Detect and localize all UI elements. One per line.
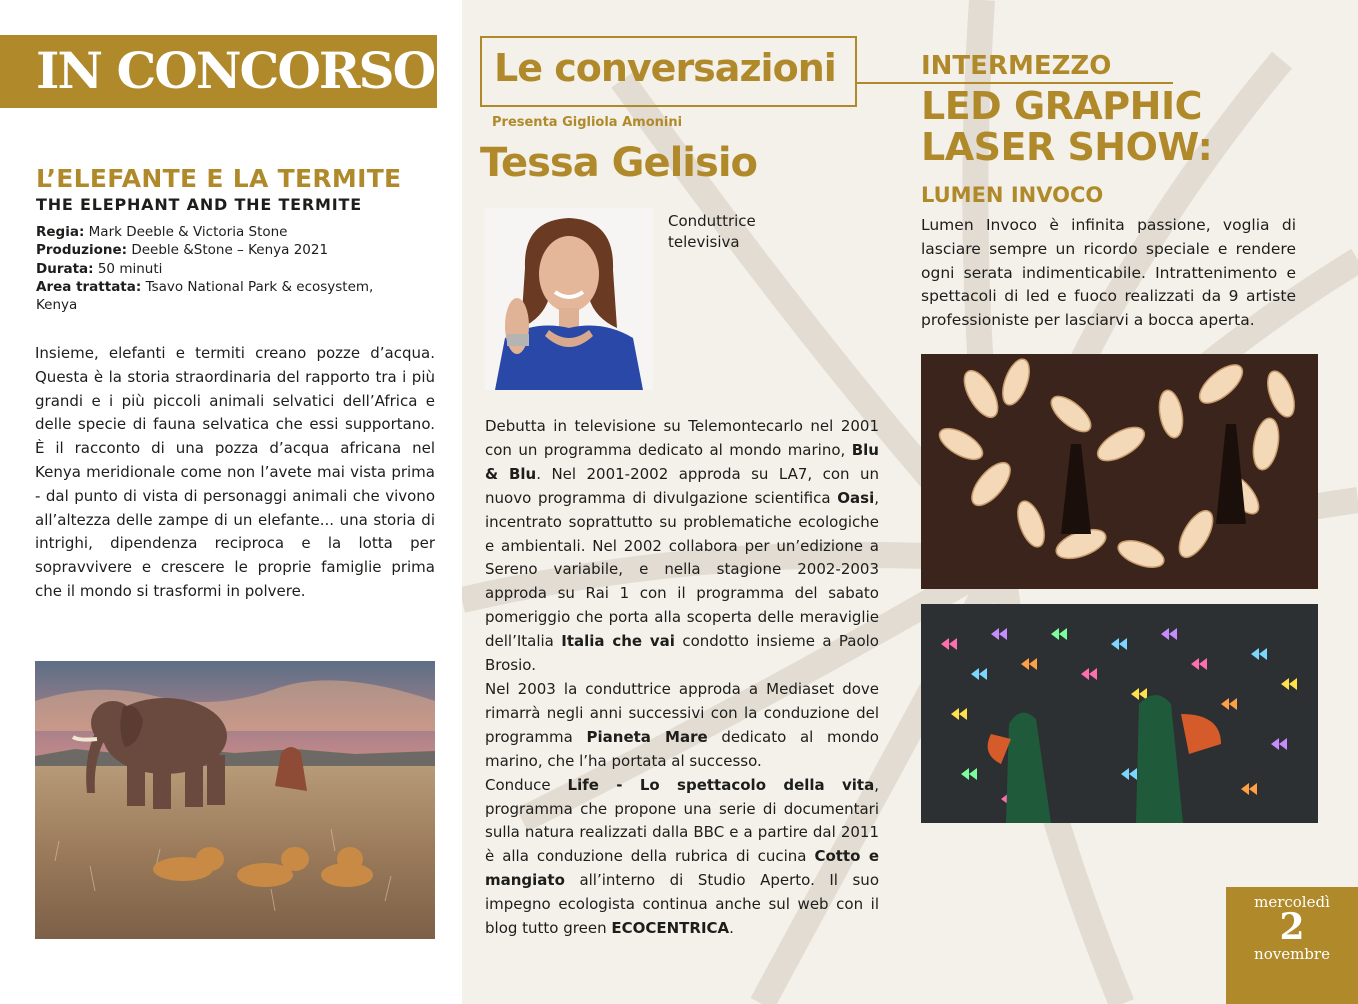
- show-title: LED GRAPHIC LASER SHOW:: [921, 84, 1213, 169]
- bio-text: .: [729, 919, 734, 938]
- show-description: Lumen Invoco è infinita passione, voglia di lasciare sempre un ricordo speciale e rendere ogni serata indimenticabile. Intrattenimento e spettacoli di led e fuoco realizzati da 9 artiste professioniste per lasciarvi a bocca aperta.: [921, 216, 1296, 330]
- bio-highlight: Blu & Blu: [485, 440, 879, 483]
- bio-highlight: Pianeta Mare: [586, 727, 708, 746]
- host-name: Tessa Gelisio: [480, 140, 758, 186]
- host-portrait: [485, 208, 653, 390]
- bio-text: condotto insieme a Paolo Brosio.: [485, 632, 879, 675]
- banner-title: IN CONCORSO: [36, 41, 435, 100]
- bio-text: , incentrato soprattutto su problematiche ecologiche e ambientali. Nel 2002 collabora per un’edizione a Sereno variabile, e nella stagione 2002-2003 approda su Rai 1 con il programma del sabato pomeriggio che porta alla scoperta delle meraviglie dell’Italia: [485, 488, 879, 651]
- bio-text: dedicato al mondo marino, che l’ha portata al successo.: [485, 727, 879, 770]
- bio-highlight: Italia che vai: [561, 632, 675, 651]
- bio-highlight: Oasi: [837, 488, 875, 507]
- bio-text: all’interno di Studio Aperto. Il suo impegno ecologista continua anche sul web con il blog tutto green: [485, 871, 879, 938]
- bio-text: . Nel 2001-2002 approda su LA7, con un nuovo programma di divulgazione scientifica: [485, 464, 879, 507]
- elephant-photo: [35, 661, 435, 939]
- film-title: L’ELEFANTE E LA TERMITE: [36, 164, 402, 193]
- bio-text: , programma che propone una serie di documentari sulla natura realizzati dalla BBC e a partire dal 2011 è alla conduzione della rubrica di cucina: [485, 775, 879, 866]
- date-month: novembre: [1254, 945, 1330, 963]
- bio-highlight: Cotto e mangiato: [485, 847, 879, 890]
- bio-text: Conduce: [485, 775, 568, 794]
- date-badge: [1226, 887, 1358, 1004]
- bio-text: Nel 2003 la conduttrice approda a Mediaset dove rimarrà negli anni successivi con la conduzione del programma: [485, 679, 879, 746]
- intermezzo-kicker: INTERMEZZO: [921, 51, 1112, 81]
- bio-highlight: ECOCENTRICA: [611, 919, 730, 938]
- film-subtitle: THE ELEPHANT AND THE TERMITE: [36, 195, 362, 214]
- bio-text: Debutta in televisione su Telemontecarlo nel 2001 con un programma dedicato al mondo marino,: [485, 417, 879, 459]
- bio-highlight: Life - Lo spettacolo della vita: [567, 775, 875, 794]
- presenter-line: Presenta Gigliola Amonini: [492, 115, 683, 130]
- credit-production: Produzione: Deeble &Stone – Kenya 2021: [36, 242, 329, 259]
- host-bio: [485, 415, 879, 941]
- film-synopsis: Insieme, elefanti e termiti creano pozze d’acqua. Questa è la storia straordinaria del rapporto tra i più grandi e i più piccoli animali selvatici dell’Africa e delle specie di fauna selvatica che essi supportano. È il racconto di una pozza d’acqua africana nel Kenya meridionale come non l’avete mai vista prima - dal punto di vista di personaggi animali che vivono all’altezza delle zampe di un elefante... una storia di intrighi, dipendenza reciproca e la lotta per sopravvivere e crescere le proprie famiglie prima che il mondo si trasformi in polvere.: [35, 344, 435, 600]
- show-subtitle: LUMEN INVOCO: [921, 183, 1104, 207]
- led-feathers-photo: [921, 354, 1318, 589]
- credit-area: Area trattata: Tsavo National Park & ecosystem, Kenya: [36, 278, 374, 314]
- date-day: 2: [1279, 906, 1305, 948]
- credit-director: Regia: Mark Deeble & Victoria Stone: [36, 224, 288, 240]
- in-concorso-banner: [0, 35, 437, 108]
- date-weekday: mercoledì: [1254, 893, 1330, 911]
- led-butterflies-photo: [921, 604, 1318, 823]
- section-title: Le conversazioni: [494, 46, 836, 90]
- credit-duration: Durata: 50 minuti: [36, 260, 163, 277]
- host-role: Conduttrice televisiva: [668, 212, 756, 251]
- film-credits: [36, 223, 416, 314]
- left-column: [0, 0, 462, 1004]
